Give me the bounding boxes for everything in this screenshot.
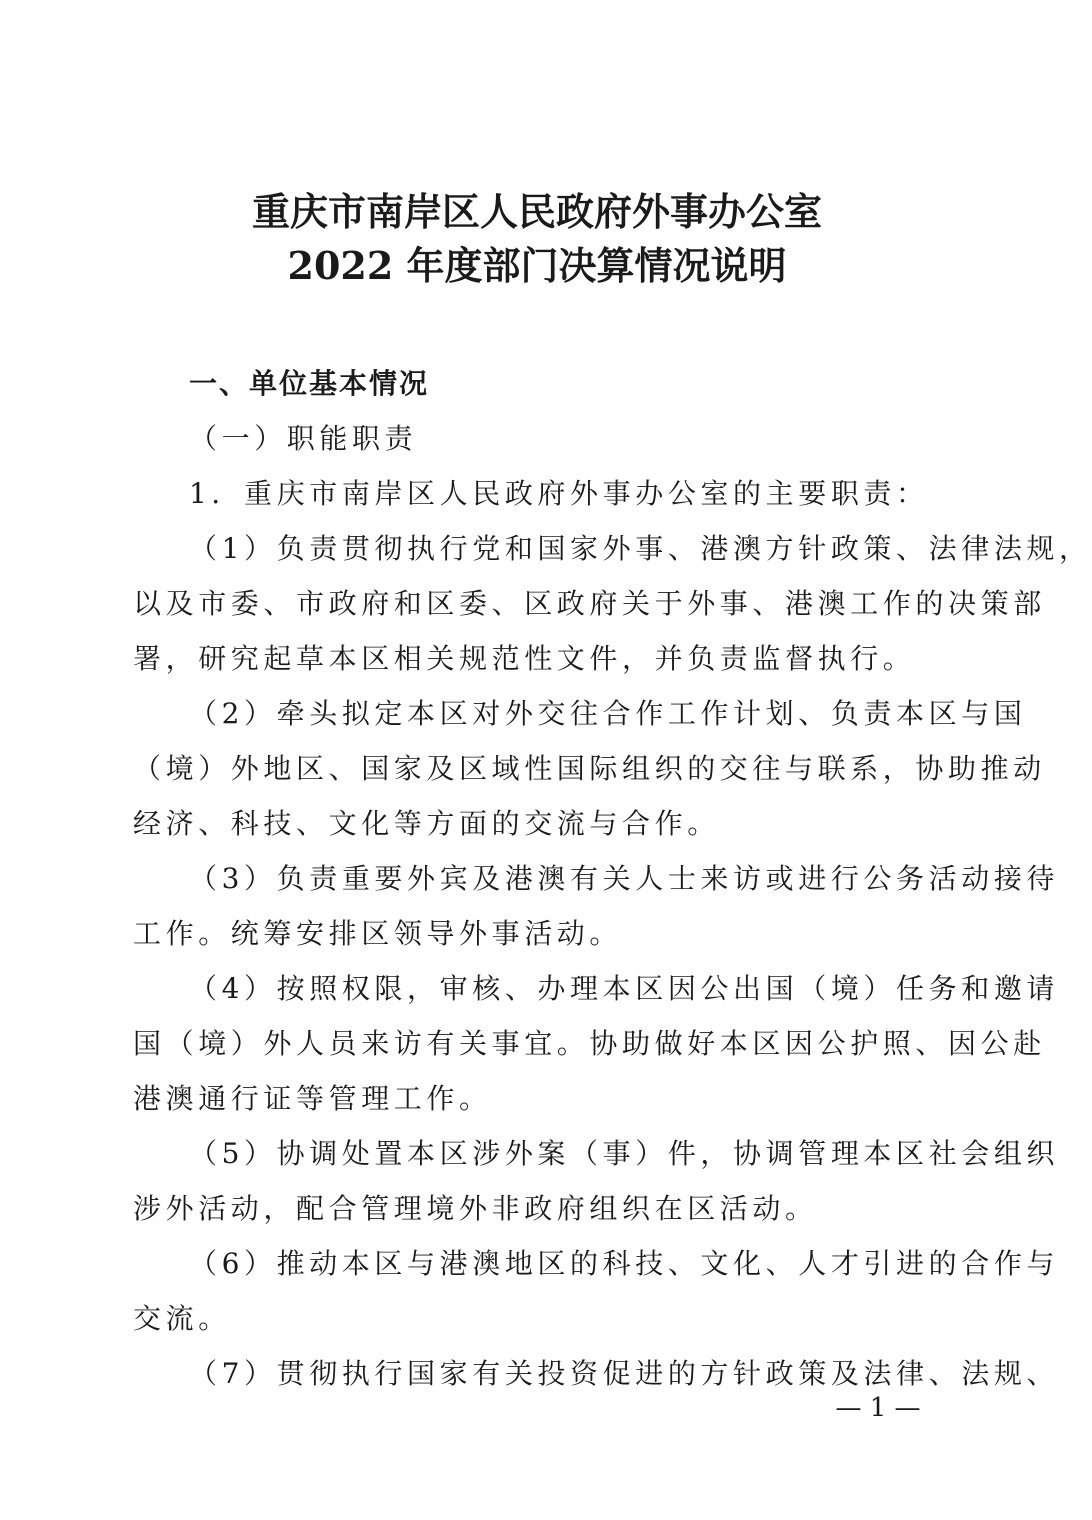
paragraph-line: （3）负责重要外宾及港澳有关人士来访或进行公务活动接待 [189,862,1060,895]
paragraph-line: 涉外活动，配合管理境外非政府组织在区活动。 [133,1192,818,1225]
paragraph-line: 署，研究起草本区相关规范性文件，并负责监督执行。 [133,642,916,675]
page-number: — 1 — [835,1393,921,1423]
paragraph-line: 1．重庆市南岸区人民政府外事办公室的主要职责： [189,477,929,510]
paragraph-line: 以及市委、市政府和区委、区政府关于外事、港澳工作的决策部 [133,587,1046,620]
paragraph-line: （5）协调处置本区涉外案（事）件，协调管理本区社会组织 [189,1137,1060,1170]
paragraph-line: 国（境）外人员来访有关事宜。协助做好本区因公护照、因公赴 [133,1027,1046,1060]
paragraph-line: （4）按照权限，审核、办理本区因公出国（境）任务和邀请 [189,972,1060,1005]
paragraph-line: 港澳通行证等管理工作。 [133,1082,492,1115]
paragraph-line: （2）牵头拟定本区对外交往合作工作计划、负责本区与国 [189,697,1027,730]
paragraph-line: （境）外地区、国家及区域性国际组织的交往与联系，协助推动 [133,752,1046,785]
paragraph-line: （1）负责贯彻执行党和国家外事、港澳方针政策、法律法规， [189,532,1092,565]
document-body [133,356,1092,1401]
subsection-heading: （一）职能职责 [189,422,418,455]
paragraph-line: 交流。 [133,1302,231,1335]
paragraph-line: （6）推动本区与港澳地区的科技、文化、人才引进的合作与 [189,1247,1060,1280]
paragraph-line: （7）贯彻执行国家有关投资促进的方针政策及法律、法规、 [189,1357,1060,1390]
document-title-line-1: 重庆市南岸区人民政府外事办公室 [251,189,822,234]
document-title-line-2: 2022 年度部门决算情况说明 [287,243,787,288]
paragraph-line: 工作。统筹安排区领导外事活动。 [133,917,623,950]
paragraph-line: 经济、科技、文化等方面的交流与合作。 [133,807,720,840]
section-heading: 一、单位基本情况 [189,367,430,400]
